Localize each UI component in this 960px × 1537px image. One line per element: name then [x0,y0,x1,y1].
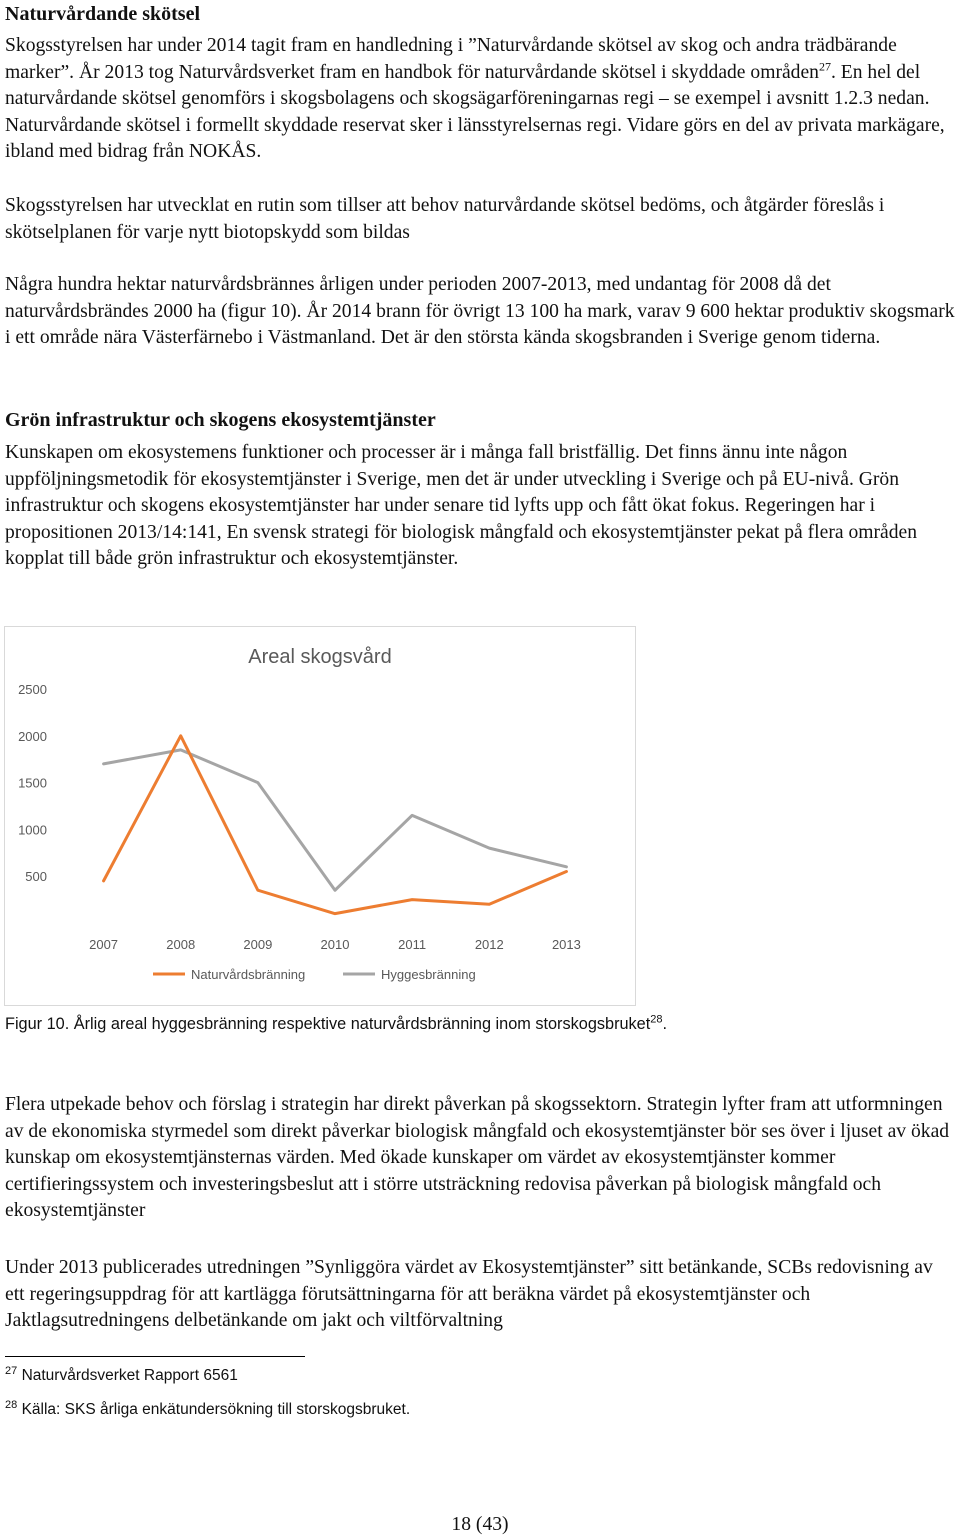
footnote-ref-27[interactable]: 27 [818,59,831,74]
paragraph-naturvard-1: Skogsstyrelsen har under 2014 tagit fram en handledning i ”Naturvårdande skötsel av skog och andra trädbärande marker”. År 2013 tog Naturvårdsverket fram en handbok för naturvårdande skötsel i skyddade områden$^{27}$. En hel del naturvårdande skötsel genomförs i skogsbolagens och skogsägarföreningarnas regi – se exempel i avsnitt 1.2.3 nedan. Naturvårdande skötsel i formellt skyddade reservat sker i länsstyrelsernas regi. Vidare görs en del av privata markägare, ibland med bidrag från NOKÅS. [5,35,945,163]
chart-title: Areal skogsvård [248,646,392,668]
legend-label: Naturvårdsbränning [191,967,306,982]
x-tick-label: 2007 [89,937,119,952]
section-heading-naturvardande: Naturvårdande skötsel [5,3,201,25]
x-tick-label: 2012 [474,937,504,952]
y-tick-label: 1500 [18,775,47,791]
y-tick-label: 2500 [18,682,47,697]
chart-canvas [5,627,635,1005]
chart-areal-skogsvard [4,626,636,1006]
y-tick-label: 1000 [18,822,47,838]
legend-label: Hyggesbränning [381,967,476,982]
x-tick-label: 2011 [398,937,427,952]
footnote-27: $^{27}$ Naturvårdsverket Rapport 6561 [5,1364,238,1384]
series-line-naturvardsbranning [104,736,567,914]
x-tick-label: 2008 [166,937,196,952]
y-tick-label: 2000 [18,728,47,744]
x-tick-label: 2009 [243,937,273,952]
x-tick-label: 2013 [551,937,581,952]
figure-caption: Figur 10. Årlig areal hyggesbränning respektive naturvårdsbränning inom storskogsbruket$^{28}$. [5,1013,668,1033]
section-heading-gron-infrastruktur: Grön infrastruktur och skogens ekosystemtjänster [5,409,436,431]
y-tick-label: 500 [25,869,47,885]
x-tick-label: 2010 [320,937,350,952]
footnote-divider [5,1356,305,1357]
footnote-ref-28[interactable]: 28 [650,1013,663,1026]
footnote-28: $^{28}$ Källa: SKS årliga enkätundersökning till storskogsbruket. [5,1398,411,1418]
series-line-hyggesbranning [104,750,567,890]
paragraph-strategi-2: Under 2013 publicerades utredningen ”Synliggöra värdet av Ekosystemtjänster” sitt betänkande, SCBs redovisning av ett regeringsuppdrag för att kartlägga förutsättningarna för att beräkna värdet på ekosystemtjänster och Jaktlagsutredningens delbetänkande om jakt och viltförvaltning [5,1257,933,1332]
paragraph-infrastruktur-1: Kunskapen om ekosystemens funktioner och processer är i många fall bristfällig. Det finns ännu inte någon uppföljningsmetodik för ekosystemtjänster i Sverige, men det är under utveckling i Sverige och på EU-nivå. Grön infrastruktur och skogens ekosystemtjänster har under senare tid lyfts upp och fått ökat fokus. Regeringen har i propositionen 2013/14:141, En svensk strategi för biologisk mångfald och ekosystemtjänster pekat på flera områden kopplat till både grön infrastruktur och ekosystemtjänster. [5,442,917,570]
paragraph-naturvard-3: Några hundra hektar naturvårdsbrännes årligen under perioden 2007-2013, med undantag för 2008 då det naturvårdsbrändes 2000 ha (figur 10). År 2014 brann för övrigt 13 100 ha mark, varav 9 600 hektar produktiv skogsmark i ett område nära Västerfärnebo i Västmanland. Det är den största kända skogsbranden i Sverige genom tiderna. [5,274,955,349]
paragraph-naturvard-2: Skogsstyrelsen har utvecklat en rutin som tillser att behov naturvårdande skötsel bedöms, och åtgärder föreslås i skötselplanen för varje nytt biotopskydd som bildas [5,195,885,243]
page-number: 18 (43) [451,1514,509,1535]
paragraph-strategi-1: Flera utpekade behov och förslag i strategin har direkt påverkan på skogssektorn. Strategin lyfter fram att utformningen av de ekonomiska styrmedel som direkt påverkar biologisk mångfald och ekosystemtjänster bör ses över i ljuset av ökad kunskap om ekosystemtjänsternas värden. Med ökade kunskaper om värdet av ekosystemtjänster kommer certifieringssystem och investeringsbeslut att i större utsträckning redovisa påverkan på biologisk mångfald och ekosystemtjänster [5,1094,950,1222]
